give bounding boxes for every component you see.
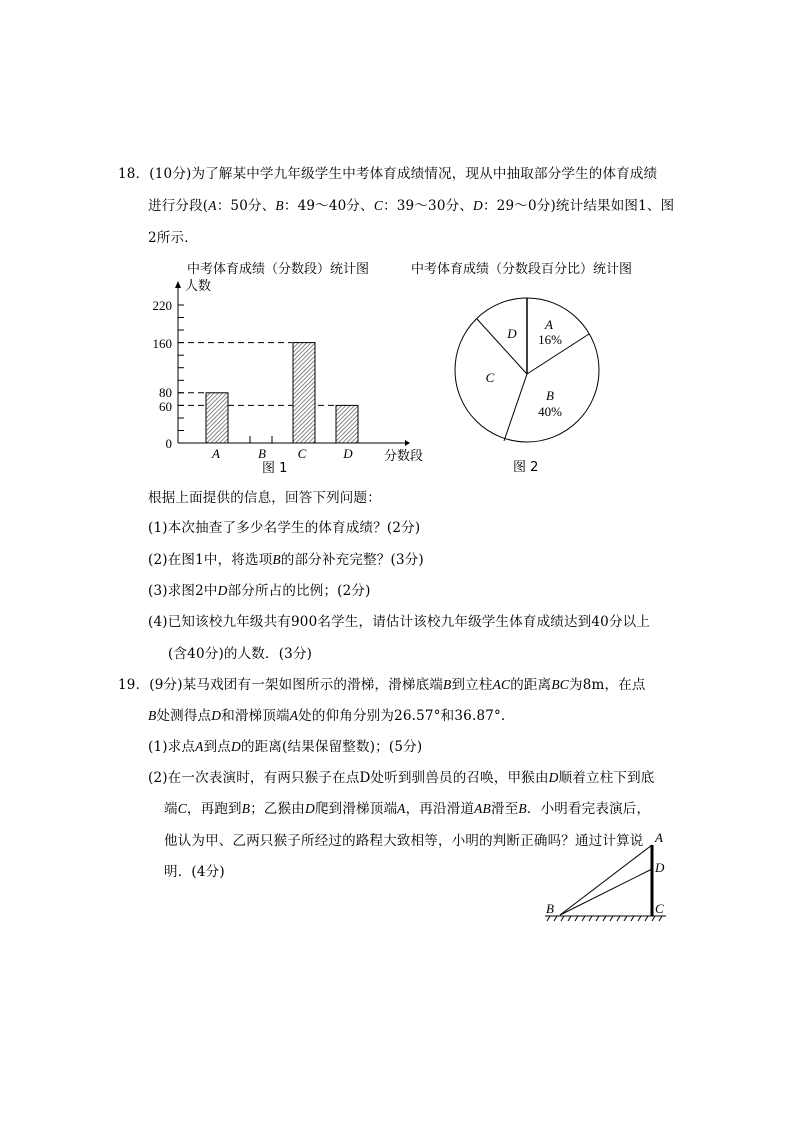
q19-var: C <box>177 801 187 816</box>
x-cat-d: D <box>343 446 353 461</box>
segment-c-text: ：39～30分、 <box>383 198 474 214</box>
bar-c <box>293 343 315 443</box>
q19-text: ；乙猴由 <box>250 801 305 817</box>
q19-sub2-line2 <box>164 799 650 819</box>
q19-var: D <box>230 739 241 754</box>
q19-sub2-line4: 明．(4分) <box>164 864 225 880</box>
q18-sub3-var: D <box>217 583 228 598</box>
point-b-label: B <box>546 901 554 916</box>
segment-b-text: ：49～40分、 <box>283 198 374 214</box>
segment-a-var: A <box>208 198 217 213</box>
pie-chart-figure-2 <box>400 255 670 480</box>
q19-var: B <box>443 677 452 692</box>
q19-text: 滑至 <box>491 801 519 817</box>
q19-text: 到点 <box>203 739 231 755</box>
q18-stem-text: 进行分段( <box>148 198 209 214</box>
q19-line2 <box>148 706 515 726</box>
pie-label-c: C <box>485 370 495 385</box>
x-cat-c: C <box>297 446 307 461</box>
q19-var: D <box>305 801 315 816</box>
point-c-label: C <box>655 901 664 916</box>
y-tick-220: 220 <box>152 298 172 313</box>
bar-chart-figure-1 <box>140 255 440 480</box>
q19-text: ，再跑到 <box>186 801 242 817</box>
q18-line3: 2所示． <box>148 230 198 246</box>
bar-chart-title: 中考体育成绩（分数段）统计图 <box>187 262 370 277</box>
q19-var: D <box>211 708 222 723</box>
pie-label-b: B <box>546 388 554 403</box>
q19-var: A <box>195 739 204 754</box>
q19-text: ．小明看完表演后， <box>526 801 651 817</box>
segment-bd <box>560 869 652 915</box>
figure-2-caption: 图 2 <box>513 460 539 475</box>
y-ticks <box>178 305 184 431</box>
ground-hatching <box>547 916 662 921</box>
q19-text: 处的仰角分别为26.57°和36.87°． <box>298 708 515 724</box>
y-axis-arrow-icon <box>175 281 181 288</box>
q19-text: (9分)某马戏团有一架如图所示的滑梯，滑梯底端 <box>149 677 444 693</box>
q19-text: (1)求点 <box>148 739 196 755</box>
q19-text: 的距离 <box>510 677 552 693</box>
q19-var: B <box>518 801 527 816</box>
q19-text: 爬到滑梯顶端 <box>314 801 398 817</box>
q18-sub2-var: B <box>272 552 281 567</box>
segment-d-var: D <box>473 198 483 213</box>
q18-prompt: 根据上面提供的信息，回答下列问题： <box>148 490 381 506</box>
y-axis-label: 人数 <box>185 279 212 294</box>
q18-line1 <box>118 164 657 184</box>
q18-sub2 <box>148 550 424 570</box>
q18-sub1: (1)本次抽查了多少名学生的体育成绩？(2分) <box>148 520 421 536</box>
bar-a <box>206 393 228 443</box>
segment-d-text: ：29～0分)统计结果如图1、图 <box>482 198 675 214</box>
segment-c-var: C <box>373 198 384 213</box>
y-tick-160: 160 <box>152 336 172 351</box>
pie-pct-b: 40% <box>538 404 562 419</box>
x-axis-label: 分数段 <box>384 449 424 464</box>
y-tick-80: 80 <box>159 385 172 400</box>
q18-sub3-text2: 部分所占的比例；(2分) <box>227 583 371 599</box>
q18-stem-line1: (10分)为了解某中学九年级学生中考体育成绩情况，现从中抽取部分学生的体育成绩 <box>149 166 658 182</box>
q18-line2 <box>148 196 674 216</box>
pie-label-d: D <box>507 326 517 341</box>
q18-sub3-text: (3)求图2中 <box>148 583 218 599</box>
q18-sub2-text: (2)在图1中，将选项 <box>148 552 273 568</box>
q19-var: B <box>148 708 157 723</box>
q19-var: A <box>289 708 299 723</box>
point-d-label: D <box>655 860 665 875</box>
q19-text: ，再沿滑道 <box>405 801 475 817</box>
segment-ab <box>560 845 652 915</box>
q18-number: 18． <box>118 166 150 182</box>
q19-text: 的距离(结果保留整数)；(5分) <box>240 739 423 755</box>
q19-number: 19． <box>118 677 150 693</box>
q19-text: 到立柱 <box>451 677 493 693</box>
bar-d <box>336 405 358 443</box>
segment-a-text: ：50分、 <box>216 198 276 214</box>
q19-text: 为8m，在点 <box>569 677 646 693</box>
pie-pct-a: 16% <box>538 332 562 347</box>
q19-text: 端 <box>164 801 178 817</box>
q19-var: A <box>397 801 406 816</box>
point-a-label: A <box>655 830 663 845</box>
q19-var: D <box>548 770 559 785</box>
x-cat-b: B <box>258 446 266 461</box>
pie-chart-title: 中考体育成绩（分数段百分比）统计图 <box>411 262 633 277</box>
slide-geometry-figure <box>535 830 675 930</box>
y-tick-0: 0 <box>165 436 172 451</box>
q19-sub2-line1 <box>148 768 655 788</box>
q19-text: 顺着立柱下到底 <box>558 770 655 786</box>
q18-sub4-line1: (4)已知该校九年级共有900名学生，请估计该校九年级学生体育成绩达到40分以上 <box>148 614 651 630</box>
q18-sub2-text2: 的部分补充完整？(3分) <box>280 552 424 568</box>
q18-sub4-line2: (含40分)的人数．(3分) <box>168 646 313 662</box>
y-tick-60: 60 <box>159 399 172 414</box>
segment-b-var: B <box>275 198 284 213</box>
q18-sub3 <box>148 581 371 601</box>
pie-label-a: A <box>545 317 553 332</box>
q19-var: BC <box>551 677 569 692</box>
q19-text: 处测得点 <box>156 708 212 724</box>
figure-1-caption: 图 1 <box>262 461 288 476</box>
q19-text: 和滑梯顶端 <box>221 708 290 724</box>
q19-sub2-line3: 他认为甲、乙两只猴子所经过的路程大致相等，小明的判断正确吗？通过计算说 <box>164 833 644 849</box>
q19-var: B <box>241 801 251 816</box>
q19-line1 <box>118 675 646 695</box>
q19-var: AB <box>474 801 492 816</box>
q19-var: AC <box>492 677 511 692</box>
x-cat-a: A <box>212 446 220 461</box>
q19-text: (2)在一次表演时，有两只猴子在点D处听到驯兽员的召唤，甲猴由 <box>148 770 549 786</box>
q19-sub1 <box>148 737 422 757</box>
